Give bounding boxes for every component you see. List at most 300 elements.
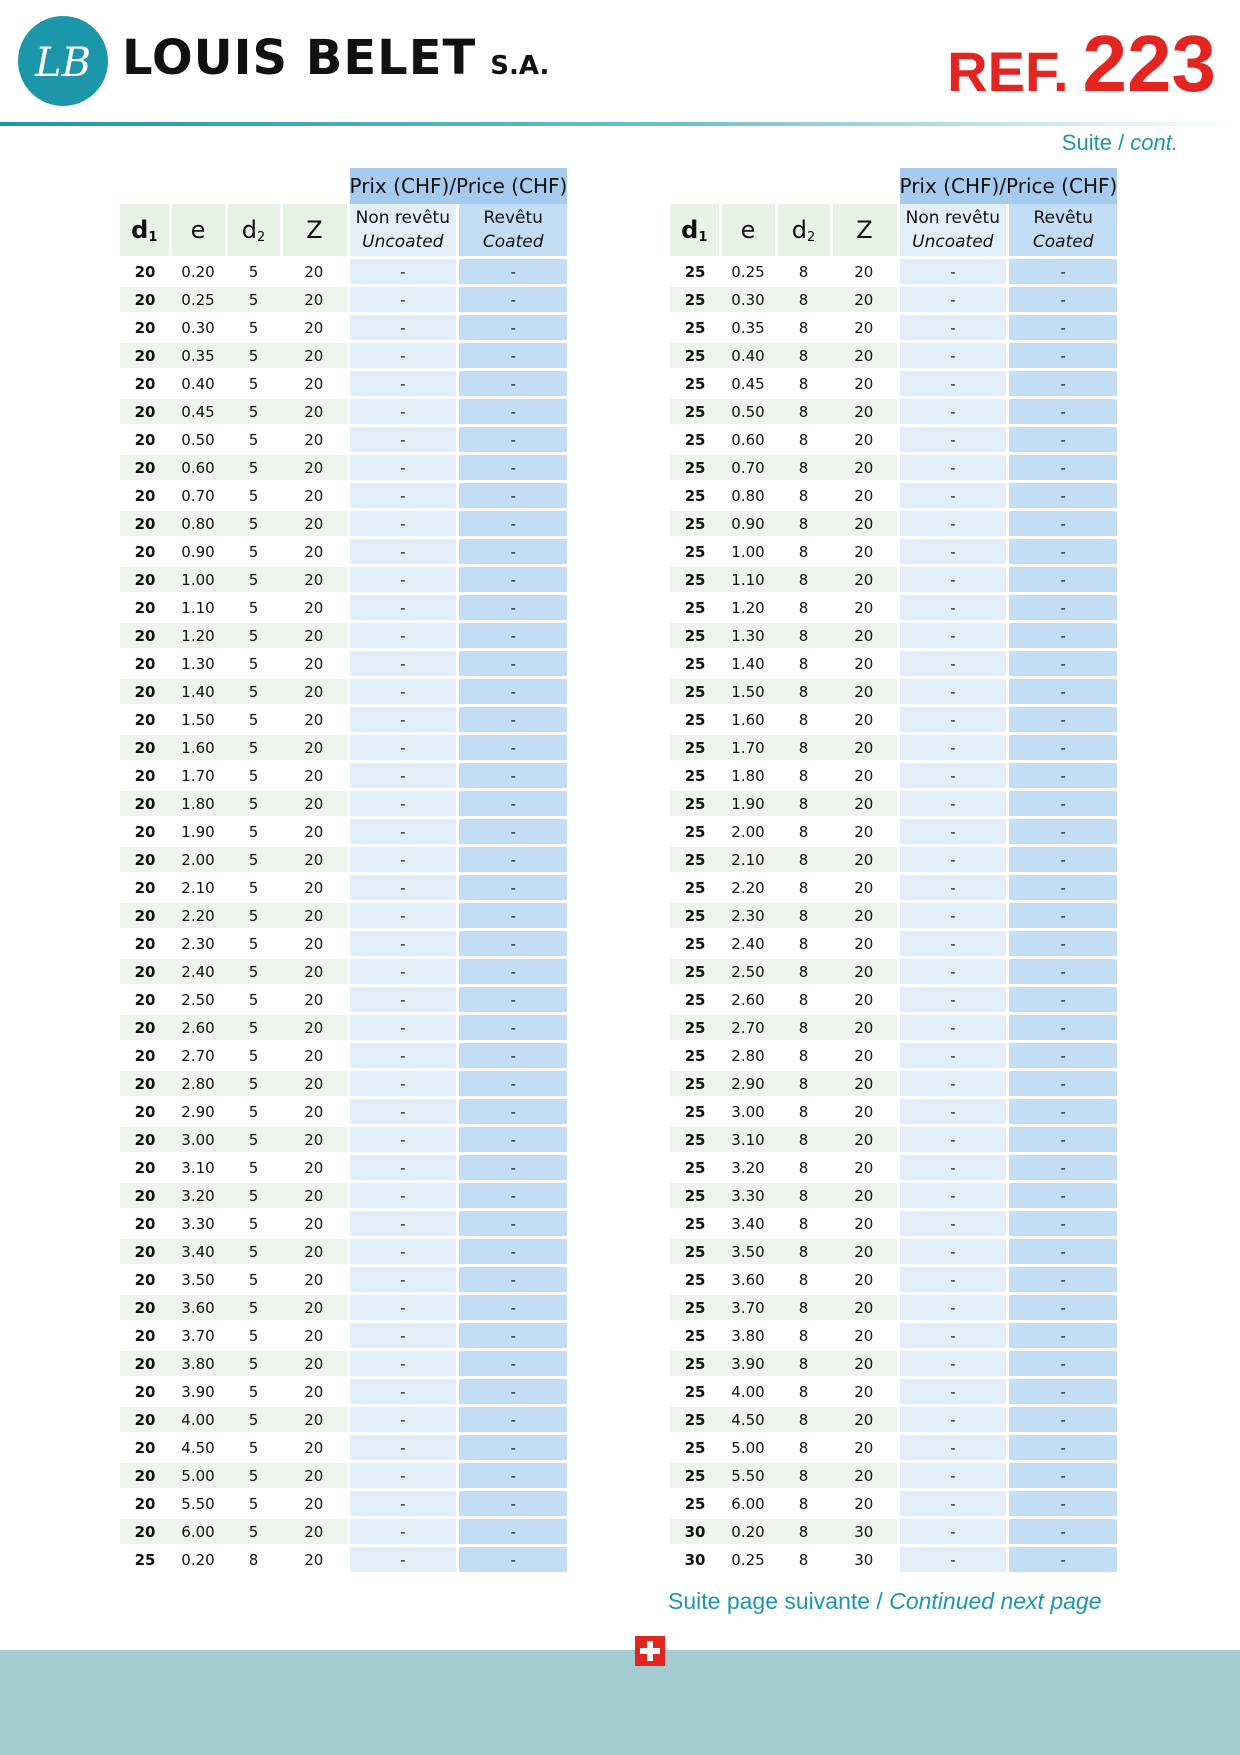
cell-price-coated: - bbox=[458, 426, 568, 454]
cell-d2: 8 bbox=[776, 1378, 831, 1406]
cell-d1: 25 bbox=[670, 1406, 720, 1434]
cell-e: 4.00 bbox=[720, 1378, 776, 1406]
cell-d2: 8 bbox=[776, 1210, 831, 1238]
cell-price-coated: - bbox=[458, 874, 568, 902]
table-row bbox=[120, 454, 567, 482]
col-header-e: e bbox=[720, 204, 776, 258]
cell-price-uncoated: - bbox=[898, 846, 1008, 874]
cell-z: 20 bbox=[281, 314, 348, 342]
cell-d2: 5 bbox=[226, 370, 281, 398]
cell-price-uncoated: - bbox=[348, 1070, 458, 1098]
cell-z: 20 bbox=[831, 1406, 898, 1434]
d2-subscript: 2 bbox=[806, 229, 816, 245]
cell-price-uncoated: - bbox=[348, 286, 458, 314]
cell-price-uncoated: - bbox=[348, 342, 458, 370]
cell-price-coated: - bbox=[458, 678, 568, 706]
cell-d1: 25 bbox=[670, 958, 720, 986]
table-row bbox=[120, 986, 567, 1014]
continued-fr: Suite bbox=[1061, 130, 1112, 155]
cell-d2: 8 bbox=[776, 1490, 831, 1518]
table-row bbox=[120, 762, 567, 790]
cell-e: 3.20 bbox=[170, 1182, 226, 1210]
cell-price-uncoated: - bbox=[348, 1378, 458, 1406]
cell-e: 1.40 bbox=[170, 678, 226, 706]
cell-e: 1.80 bbox=[720, 762, 776, 790]
price-table-right bbox=[670, 168, 1117, 1572]
cell-price-uncoated: - bbox=[348, 454, 458, 482]
table-row bbox=[120, 398, 567, 426]
cell-d2: 5 bbox=[226, 1070, 281, 1098]
cell-d1: 20 bbox=[120, 1014, 170, 1042]
cell-d1: 25 bbox=[670, 1154, 720, 1182]
cell-d2: 8 bbox=[226, 1546, 281, 1573]
cell-price-coated: - bbox=[458, 902, 568, 930]
cell-price-coated: - bbox=[1008, 398, 1118, 426]
cell-price-uncoated: - bbox=[348, 538, 458, 566]
coated-en: Coated bbox=[482, 232, 544, 252]
cell-price-uncoated: - bbox=[898, 1126, 1008, 1154]
cell-price-uncoated: - bbox=[898, 538, 1008, 566]
cell-d2: 8 bbox=[776, 1434, 831, 1462]
cell-z: 20 bbox=[281, 538, 348, 566]
cell-e: 0.50 bbox=[170, 426, 226, 454]
cell-z: 20 bbox=[281, 986, 348, 1014]
cell-d1: 25 bbox=[670, 874, 720, 902]
cell-price-coated: - bbox=[458, 1490, 568, 1518]
cell-e: 1.80 bbox=[170, 790, 226, 818]
cell-d1: 20 bbox=[120, 342, 170, 370]
cell-d2: 5 bbox=[226, 482, 281, 510]
cell-price-uncoated: - bbox=[898, 1154, 1008, 1182]
cell-price-uncoated: - bbox=[348, 1098, 458, 1126]
cell-z: 20 bbox=[831, 958, 898, 986]
table-row bbox=[120, 706, 567, 734]
cell-d1: 25 bbox=[670, 622, 720, 650]
cell-price-uncoated: - bbox=[348, 566, 458, 594]
cell-d2: 8 bbox=[776, 286, 831, 314]
cell-price-coated: - bbox=[458, 1070, 568, 1098]
cell-z: 20 bbox=[281, 1042, 348, 1070]
cell-d1: 25 bbox=[670, 286, 720, 314]
cell-d1: 25 bbox=[670, 986, 720, 1014]
cell-price-coated: - bbox=[1008, 566, 1118, 594]
cell-price-coated: - bbox=[1008, 1182, 1118, 1210]
table-row bbox=[120, 1434, 567, 1462]
cell-price-coated: - bbox=[1008, 1350, 1118, 1378]
cell-z: 20 bbox=[281, 874, 348, 902]
cell-e: 4.00 bbox=[170, 1406, 226, 1434]
table-row bbox=[670, 818, 1117, 846]
cell-price-uncoated: - bbox=[898, 454, 1008, 482]
cell-price-coated: - bbox=[458, 370, 568, 398]
cell-price-coated: - bbox=[1008, 510, 1118, 538]
cell-z: 20 bbox=[281, 370, 348, 398]
cell-z: 20 bbox=[831, 986, 898, 1014]
cell-price-uncoated: - bbox=[348, 426, 458, 454]
cell-e: 1.30 bbox=[170, 650, 226, 678]
d2-symbol: d bbox=[791, 215, 807, 244]
cell-price-coated: - bbox=[458, 1098, 568, 1126]
cell-d1: 20 bbox=[120, 986, 170, 1014]
cell-d1: 25 bbox=[670, 1490, 720, 1518]
cell-d2: 5 bbox=[226, 258, 281, 286]
table-row bbox=[120, 1014, 567, 1042]
table-row bbox=[670, 1210, 1117, 1238]
cell-d1: 20 bbox=[120, 762, 170, 790]
cell-price-uncoated: - bbox=[348, 1406, 458, 1434]
cell-e: 2.90 bbox=[170, 1098, 226, 1126]
cell-d1: 20 bbox=[120, 874, 170, 902]
cell-e: 3.40 bbox=[170, 1238, 226, 1266]
table-row bbox=[120, 1042, 567, 1070]
table-row bbox=[670, 258, 1117, 286]
cell-d2: 5 bbox=[226, 1266, 281, 1294]
table-row bbox=[120, 874, 567, 902]
cell-d2: 8 bbox=[776, 1322, 831, 1350]
col-header-d2 bbox=[776, 204, 831, 258]
cell-z: 20 bbox=[831, 370, 898, 398]
cell-e: 0.80 bbox=[720, 482, 776, 510]
cell-price-uncoated: - bbox=[898, 1014, 1008, 1042]
cell-price-uncoated: - bbox=[348, 1518, 458, 1546]
table-row bbox=[670, 538, 1117, 566]
cell-z: 20 bbox=[831, 1294, 898, 1322]
table-row bbox=[670, 342, 1117, 370]
cell-d1: 25 bbox=[670, 1238, 720, 1266]
cell-price-uncoated: - bbox=[898, 650, 1008, 678]
table-row bbox=[670, 734, 1117, 762]
cell-e: 1.70 bbox=[170, 762, 226, 790]
cell-e: 2.30 bbox=[170, 930, 226, 958]
cell-d2: 5 bbox=[226, 1294, 281, 1322]
cell-price-coated: - bbox=[458, 1378, 568, 1406]
cell-price-coated: - bbox=[458, 1014, 568, 1042]
cell-price-uncoated: - bbox=[898, 1266, 1008, 1294]
cell-d1: 25 bbox=[670, 258, 720, 286]
table-row bbox=[670, 1154, 1117, 1182]
cell-z: 20 bbox=[831, 482, 898, 510]
cell-d1: 25 bbox=[670, 510, 720, 538]
cell-d2: 5 bbox=[226, 398, 281, 426]
cell-z: 20 bbox=[831, 566, 898, 594]
cell-price-coated: - bbox=[1008, 426, 1118, 454]
cell-e: 0.45 bbox=[170, 398, 226, 426]
cell-z: 20 bbox=[281, 902, 348, 930]
cell-z: 20 bbox=[831, 594, 898, 622]
cell-d2: 8 bbox=[776, 930, 831, 958]
cell-price-coated: - bbox=[458, 1518, 568, 1546]
cell-price-coated: - bbox=[1008, 1322, 1118, 1350]
cell-price-uncoated: - bbox=[348, 398, 458, 426]
continued-next-page bbox=[668, 1588, 1102, 1615]
table-row bbox=[120, 818, 567, 846]
cell-price-uncoated: - bbox=[348, 622, 458, 650]
table-row bbox=[120, 1210, 567, 1238]
cell-e: 1.30 bbox=[720, 622, 776, 650]
cell-d1: 20 bbox=[120, 594, 170, 622]
cell-price-coated: - bbox=[1008, 874, 1118, 902]
cell-d2: 5 bbox=[226, 1126, 281, 1154]
cell-d1: 20 bbox=[120, 1294, 170, 1322]
cell-price-coated: - bbox=[458, 1266, 568, 1294]
cell-d2: 5 bbox=[226, 1490, 281, 1518]
col-header-coated bbox=[1008, 204, 1118, 258]
coated-fr: Revêtu bbox=[483, 208, 543, 228]
cell-e: 2.70 bbox=[170, 1042, 226, 1070]
table-row bbox=[120, 846, 567, 874]
cell-e: 3.00 bbox=[720, 1098, 776, 1126]
cell-z: 20 bbox=[831, 790, 898, 818]
cell-e: 5.50 bbox=[170, 1490, 226, 1518]
cell-d1: 20 bbox=[120, 734, 170, 762]
cell-price-uncoated: - bbox=[348, 1182, 458, 1210]
cell-price-uncoated: - bbox=[898, 1070, 1008, 1098]
company-name-text: LOUIS BELET bbox=[122, 30, 477, 86]
cell-d2: 8 bbox=[776, 1238, 831, 1266]
uncoated-fr: Non revêtu bbox=[355, 208, 450, 228]
cell-e: 1.90 bbox=[720, 790, 776, 818]
cell-d1: 25 bbox=[670, 1266, 720, 1294]
table-row bbox=[670, 622, 1117, 650]
table-row bbox=[670, 1238, 1117, 1266]
d1-subscript: 1 bbox=[698, 229, 708, 245]
cell-e: 1.10 bbox=[720, 566, 776, 594]
d1-symbol: d bbox=[681, 215, 699, 244]
cell-z: 20 bbox=[831, 874, 898, 902]
cell-e: 2.10 bbox=[170, 874, 226, 902]
cell-e: 2.20 bbox=[720, 874, 776, 902]
cell-d2: 8 bbox=[776, 1546, 831, 1573]
cell-price-coated: - bbox=[1008, 370, 1118, 398]
cell-d1: 25 bbox=[670, 538, 720, 566]
cell-d1: 20 bbox=[120, 902, 170, 930]
col-header-e: e bbox=[170, 204, 226, 258]
cell-price-coated: - bbox=[1008, 1462, 1118, 1490]
cell-z: 20 bbox=[281, 1490, 348, 1518]
cell-d1: 25 bbox=[670, 1014, 720, 1042]
col-header-uncoated bbox=[898, 204, 1008, 258]
cell-d1: 20 bbox=[120, 1266, 170, 1294]
table-row bbox=[670, 958, 1117, 986]
cell-z: 20 bbox=[281, 818, 348, 846]
cell-e: 5.00 bbox=[170, 1462, 226, 1490]
cell-d2: 5 bbox=[226, 902, 281, 930]
cell-z: 20 bbox=[831, 426, 898, 454]
cell-price-uncoated: - bbox=[898, 258, 1008, 286]
cell-price-coated: - bbox=[1008, 1098, 1118, 1126]
cell-e: 2.00 bbox=[720, 818, 776, 846]
cell-e: 1.40 bbox=[720, 650, 776, 678]
cell-d2: 8 bbox=[776, 1406, 831, 1434]
uncoated-fr: Non revêtu bbox=[905, 208, 1000, 228]
cell-d1: 20 bbox=[120, 1238, 170, 1266]
cell-z: 20 bbox=[281, 286, 348, 314]
table-row bbox=[120, 902, 567, 930]
cell-z: 20 bbox=[831, 286, 898, 314]
cell-price-uncoated: - bbox=[348, 902, 458, 930]
table-row bbox=[120, 622, 567, 650]
cell-price-coated: - bbox=[1008, 986, 1118, 1014]
table-row bbox=[670, 482, 1117, 510]
cell-price-coated: - bbox=[1008, 1518, 1118, 1546]
table-row bbox=[120, 958, 567, 986]
cell-e: 2.10 bbox=[720, 846, 776, 874]
cell-d1: 20 bbox=[120, 1322, 170, 1350]
cell-price-uncoated: - bbox=[348, 1238, 458, 1266]
cell-price-coated: - bbox=[458, 1322, 568, 1350]
cell-d2: 8 bbox=[776, 342, 831, 370]
cell-e: 2.40 bbox=[720, 930, 776, 958]
table-row bbox=[670, 846, 1117, 874]
cell-price-coated: - bbox=[1008, 706, 1118, 734]
cell-price-coated: - bbox=[458, 790, 568, 818]
cell-e: 2.90 bbox=[720, 1070, 776, 1098]
cell-price-coated: - bbox=[1008, 1266, 1118, 1294]
cell-price-coated: - bbox=[1008, 342, 1118, 370]
cell-d2: 8 bbox=[776, 706, 831, 734]
cell-z: 20 bbox=[281, 650, 348, 678]
cell-price-uncoated: - bbox=[348, 594, 458, 622]
cell-e: 2.00 bbox=[170, 846, 226, 874]
table-row bbox=[670, 678, 1117, 706]
cell-z: 20 bbox=[831, 1042, 898, 1070]
cell-d1: 25 bbox=[670, 1294, 720, 1322]
cell-price-uncoated: - bbox=[348, 790, 458, 818]
cell-z: 20 bbox=[281, 1126, 348, 1154]
cell-z: 20 bbox=[831, 622, 898, 650]
cell-d1: 20 bbox=[120, 1518, 170, 1546]
cell-price-coated: - bbox=[1008, 790, 1118, 818]
d1-subscript: 1 bbox=[148, 229, 158, 245]
cell-price-uncoated: - bbox=[348, 650, 458, 678]
cell-z: 20 bbox=[831, 818, 898, 846]
cell-d2: 5 bbox=[226, 1182, 281, 1210]
cell-d1: 20 bbox=[120, 1434, 170, 1462]
cell-price-coated: - bbox=[1008, 1126, 1118, 1154]
col-header-d1 bbox=[120, 204, 170, 258]
cell-price-uncoated: - bbox=[348, 1322, 458, 1350]
cell-z: 20 bbox=[281, 566, 348, 594]
cell-d1: 25 bbox=[670, 706, 720, 734]
col-header-coated bbox=[458, 204, 568, 258]
cell-price-uncoated: - bbox=[348, 258, 458, 286]
table-row bbox=[120, 314, 567, 342]
cell-e: 1.00 bbox=[720, 538, 776, 566]
cell-z: 20 bbox=[281, 510, 348, 538]
table-row bbox=[120, 482, 567, 510]
cell-price-uncoated: - bbox=[348, 314, 458, 342]
cell-price-uncoated: - bbox=[898, 566, 1008, 594]
cell-z: 20 bbox=[831, 1182, 898, 1210]
cell-e: 2.80 bbox=[720, 1042, 776, 1070]
cell-price-coated: - bbox=[458, 286, 568, 314]
table-row bbox=[120, 1518, 567, 1546]
cell-price-coated: - bbox=[458, 1406, 568, 1434]
cell-z: 20 bbox=[281, 1098, 348, 1126]
cell-e: 3.50 bbox=[720, 1238, 776, 1266]
table-row bbox=[670, 1266, 1117, 1294]
cell-e: 3.80 bbox=[170, 1350, 226, 1378]
cell-z: 20 bbox=[831, 258, 898, 286]
cell-z: 20 bbox=[281, 846, 348, 874]
cell-price-uncoated: - bbox=[898, 1518, 1008, 1546]
cell-price-coated: - bbox=[1008, 902, 1118, 930]
cell-d2: 8 bbox=[776, 790, 831, 818]
company-logo bbox=[18, 16, 108, 106]
cell-d1: 20 bbox=[120, 678, 170, 706]
cell-price-uncoated: - bbox=[898, 1378, 1008, 1406]
cell-z: 20 bbox=[831, 342, 898, 370]
cell-d1: 20 bbox=[120, 1462, 170, 1490]
cell-price-coated: - bbox=[458, 566, 568, 594]
cell-e: 2.70 bbox=[720, 1014, 776, 1042]
cell-e: 0.30 bbox=[720, 286, 776, 314]
cell-e: 0.30 bbox=[170, 314, 226, 342]
cell-e: 1.60 bbox=[170, 734, 226, 762]
cell-d2: 5 bbox=[226, 1210, 281, 1238]
cell-price-uncoated: - bbox=[898, 986, 1008, 1014]
cell-e: 1.10 bbox=[170, 594, 226, 622]
price-header: Prix (CHF)/Price (CHF) bbox=[348, 168, 567, 204]
table-row bbox=[120, 1070, 567, 1098]
cell-d2: 8 bbox=[776, 1126, 831, 1154]
d1-symbol: d bbox=[131, 215, 149, 244]
cell-price-coated: - bbox=[458, 818, 568, 846]
cell-d1: 25 bbox=[670, 454, 720, 482]
cell-price-coated: - bbox=[1008, 734, 1118, 762]
cell-price-coated: - bbox=[1008, 1042, 1118, 1070]
continued-next-fr: Suite page suivante bbox=[668, 1588, 871, 1614]
d2-symbol: d bbox=[241, 215, 257, 244]
cell-e: 0.25 bbox=[720, 1546, 776, 1573]
cell-z: 20 bbox=[281, 398, 348, 426]
cell-z: 20 bbox=[281, 258, 348, 286]
cell-d1: 25 bbox=[670, 1462, 720, 1490]
cell-z: 30 bbox=[831, 1518, 898, 1546]
table-row bbox=[670, 1294, 1117, 1322]
table-row bbox=[670, 510, 1117, 538]
cell-price-coated: - bbox=[458, 1350, 568, 1378]
cell-price-coated: - bbox=[458, 622, 568, 650]
cell-price-coated: - bbox=[458, 1042, 568, 1070]
cell-z: 20 bbox=[281, 342, 348, 370]
cell-z: 20 bbox=[281, 1154, 348, 1182]
cell-d1: 25 bbox=[670, 314, 720, 342]
cell-price-coated: - bbox=[458, 482, 568, 510]
cell-price-uncoated: - bbox=[348, 846, 458, 874]
cell-d1: 25 bbox=[670, 342, 720, 370]
cell-z: 20 bbox=[831, 1378, 898, 1406]
cell-d2: 8 bbox=[776, 314, 831, 342]
cell-price-uncoated: - bbox=[348, 958, 458, 986]
cell-e: 2.60 bbox=[720, 986, 776, 1014]
cell-d1: 20 bbox=[120, 958, 170, 986]
cell-d1: 20 bbox=[120, 622, 170, 650]
cell-price-coated: - bbox=[1008, 958, 1118, 986]
cell-d2: 5 bbox=[226, 1518, 281, 1546]
table-row bbox=[120, 566, 567, 594]
table-row bbox=[120, 930, 567, 958]
cell-d2: 5 bbox=[226, 1350, 281, 1378]
cell-d2: 8 bbox=[776, 1070, 831, 1098]
cell-z: 20 bbox=[281, 426, 348, 454]
cell-e: 5.50 bbox=[720, 1462, 776, 1490]
cell-d2: 5 bbox=[226, 566, 281, 594]
cell-d2: 5 bbox=[226, 1378, 281, 1406]
cell-e: 2.50 bbox=[720, 958, 776, 986]
cell-z: 20 bbox=[831, 398, 898, 426]
cell-price-uncoated: - bbox=[898, 958, 1008, 986]
